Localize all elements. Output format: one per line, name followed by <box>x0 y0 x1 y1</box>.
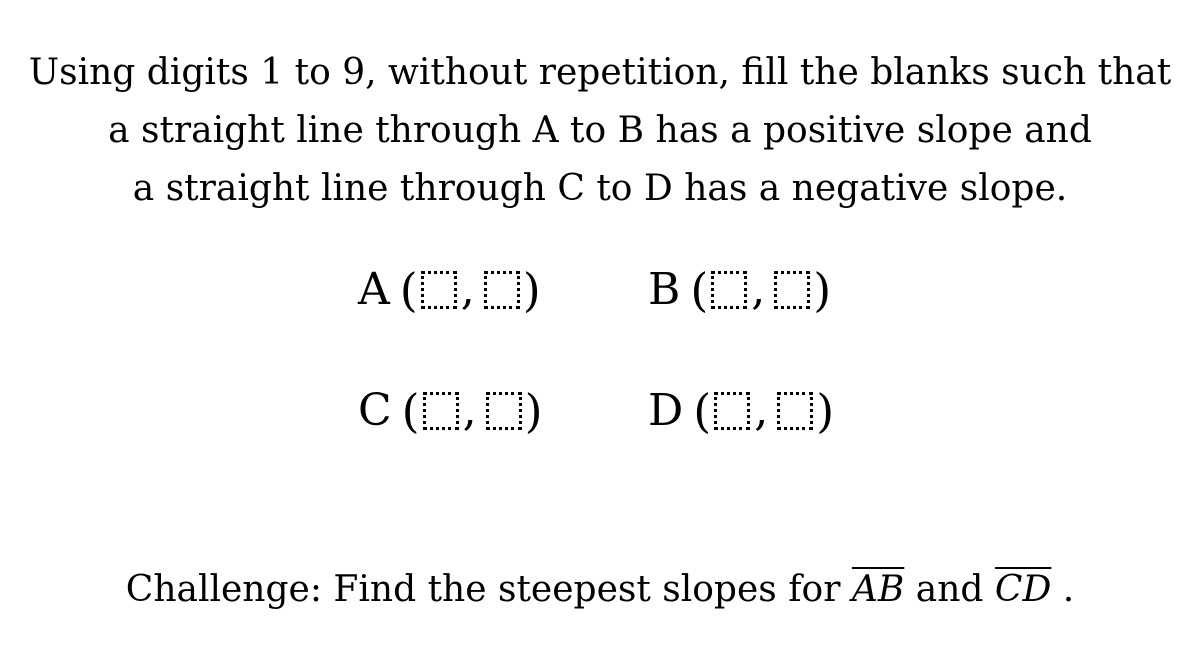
comma: , <box>462 385 477 436</box>
point-c-y-blank[interactable] <box>486 392 522 430</box>
segment-ab: $\overline{AB}$ <box>851 569 905 610</box>
point-a-y-blank[interactable] <box>484 271 520 309</box>
point-b <box>648 264 831 316</box>
open-paren: ( <box>690 263 709 317</box>
challenge-prefix: Challenge: Find the steepest slopes for <box>125 569 852 610</box>
comma: , <box>460 264 475 315</box>
close-paren: ) <box>524 384 543 438</box>
point-c-x-blank[interactable] <box>423 392 459 430</box>
point-a-label: A <box>358 264 390 315</box>
challenge-text <box>0 565 1200 615</box>
point-d-label: D <box>648 385 684 436</box>
problem-line-3: a straight line through C to D has a negative slope. <box>132 168 1068 209</box>
point-c-label: C <box>358 385 392 436</box>
close-paren: ) <box>813 263 832 317</box>
point-a-x-blank[interactable] <box>421 271 457 309</box>
segment-cd: $\overline{CD}$ <box>994 569 1052 610</box>
point-a <box>358 264 541 316</box>
open-paren: ( <box>693 384 712 438</box>
close-paren: ) <box>522 263 541 317</box>
close-paren: ) <box>816 384 835 438</box>
challenge-suffix: . <box>1051 569 1075 610</box>
point-d <box>648 385 834 437</box>
point-d-y-blank[interactable] <box>777 392 813 430</box>
problem-line-2: a straight line through A to B has a positive slope and <box>108 110 1092 151</box>
point-c <box>358 385 543 437</box>
point-b-label: B <box>648 264 681 315</box>
problem-statement <box>0 44 1200 218</box>
point-b-y-blank[interactable] <box>774 271 810 309</box>
open-paren: ( <box>399 263 418 317</box>
comma: , <box>754 385 769 436</box>
open-paren: ( <box>401 384 420 438</box>
challenge-middle: and <box>904 569 995 610</box>
point-b-x-blank[interactable] <box>711 271 747 309</box>
point-d-x-blank[interactable] <box>714 392 750 430</box>
comma: , <box>751 264 766 315</box>
problem-line-1: Using digits 1 to 9, without repetition, fill the blanks such that <box>28 52 1172 93</box>
